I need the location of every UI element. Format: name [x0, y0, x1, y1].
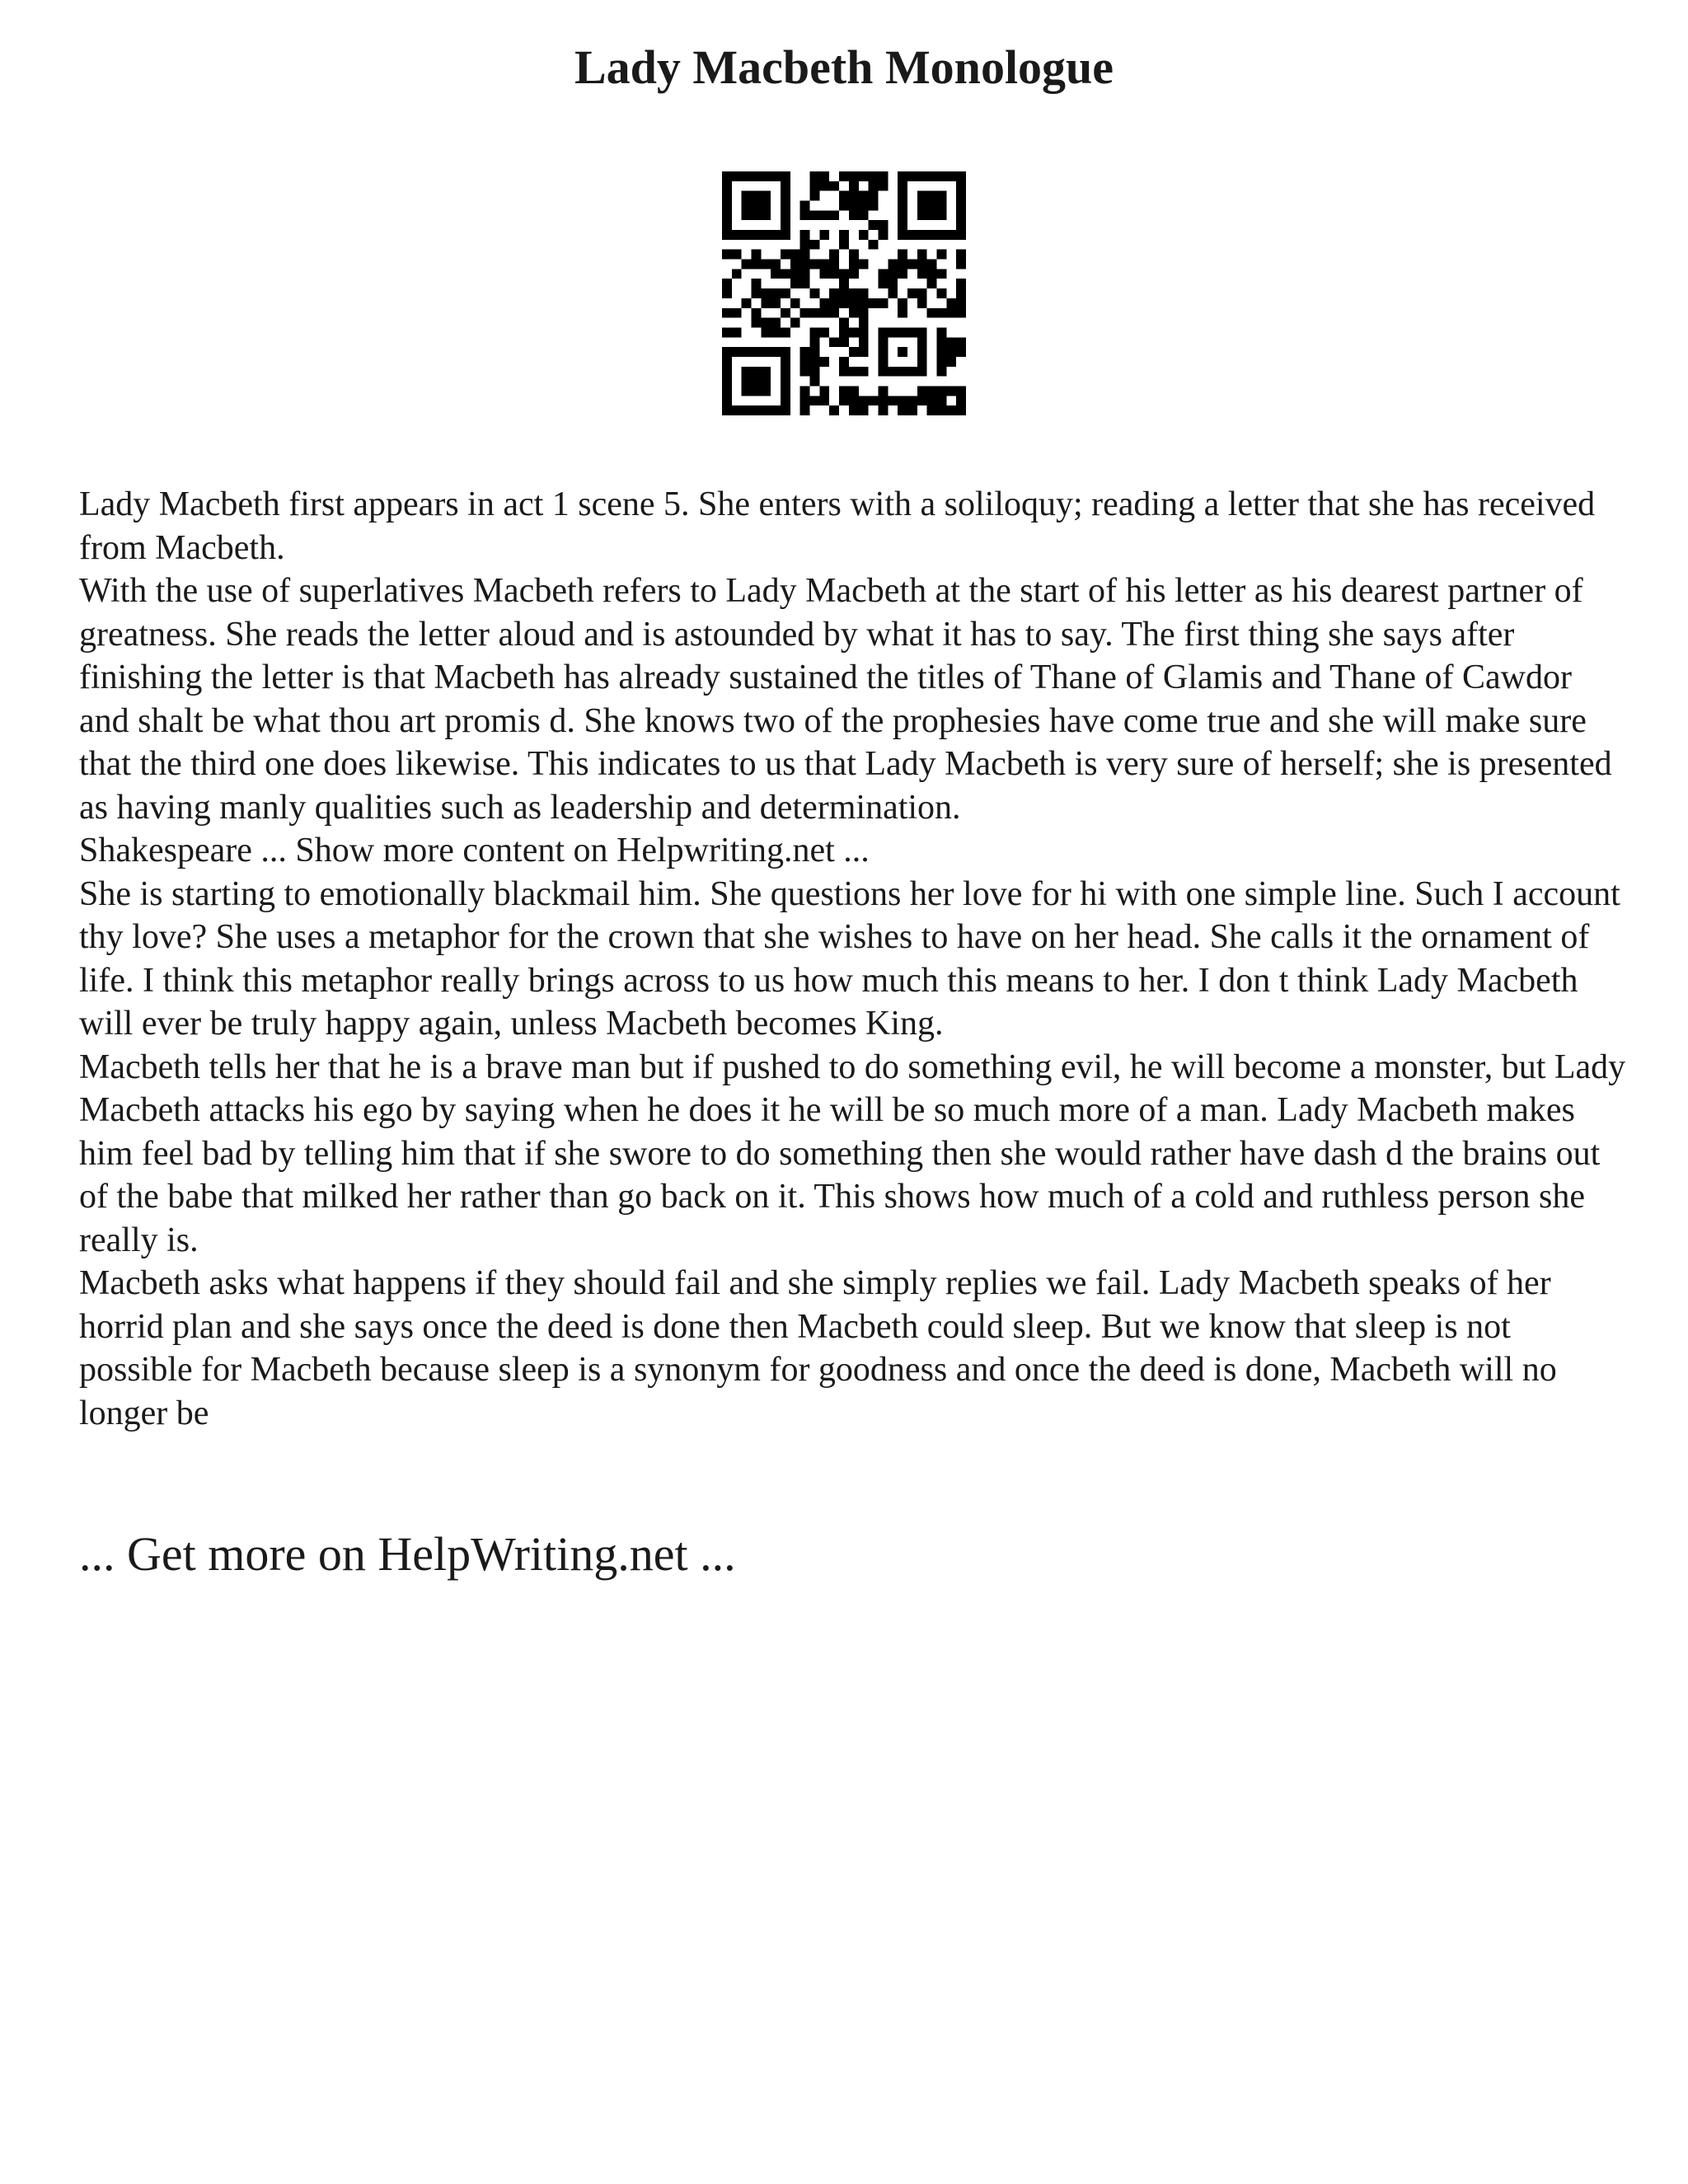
- paragraph-monster: Macbeth tells her that he is a brave man but if pushed to do something evil, he will become a monster, but Lady Macbeth attacks his ego by saying when he does it he will be so much more of a man. Lady Macbeth makes him feel bad by telling him that if she swore to do something then she would rather have dash d the brains out of the babe that milked her rather than go back on it. This shows how much of a cold and ruthless person she really is.: [79, 1047, 1626, 1259]
- paragraph-blackmail: She is starting to emotionally blackmail him. She questions her love for hi with one simple line. Such I account thy love? She uses a metaphor for the crown that she wishes to have on her head. She calls it the ornament of life. I think this metaphor really brings across to us how much this means to her. I don t think Lady Macbeth will ever be truly happy again, unless Macbeth becomes King.: [79, 874, 1620, 1043]
- get-more-link[interactable]: ... Get more on HelpWriting.net ...: [79, 1527, 736, 1581]
- body-text: [79, 483, 1629, 1435]
- page-title: Lady Macbeth Monologue: [574, 40, 1114, 94]
- paragraph-letter: With the use of superlatives Macbeth refers to Lady Macbeth at the start of his letter as his dearest partner of greatness. She reads the letter aloud and is astounded by what it has to say. The first thing she says after finishing the letter is that Macbeth has already sustained the titles of Thane of Glamis and Thane of Cawdor and shalt be what thou art promis d. She knows two of the prophesies have come true and she will make sure that the third one does likewise. This indicates to us that Lady Macbeth is very sure of herself; she is presented as having manly qualities such as leadership and determination.: [79, 572, 1612, 827]
- paragraph-intro: Lady Macbeth first appears in act 1 scene 5. She enters with a soliloquy; reading a letter that she has received from Macbeth.: [79, 485, 1596, 567]
- qr-code-icon[interactable]: [722, 171, 966, 415]
- show-more-link[interactable]: Shakespeare ... Show more content on Helpwriting.net ...: [79, 832, 870, 869]
- paragraph-fail: Macbeth asks what happens if they should fail and she simply replies we fail. Lady Macbeth speaks of her horrid plan and she says once the deed is done then Macbeth could sleep. But we know that sleep is not possible for Macbeth because sleep is a synonym for goodness and once the deed is done, Macbeth will no longer be: [79, 1264, 1557, 1432]
